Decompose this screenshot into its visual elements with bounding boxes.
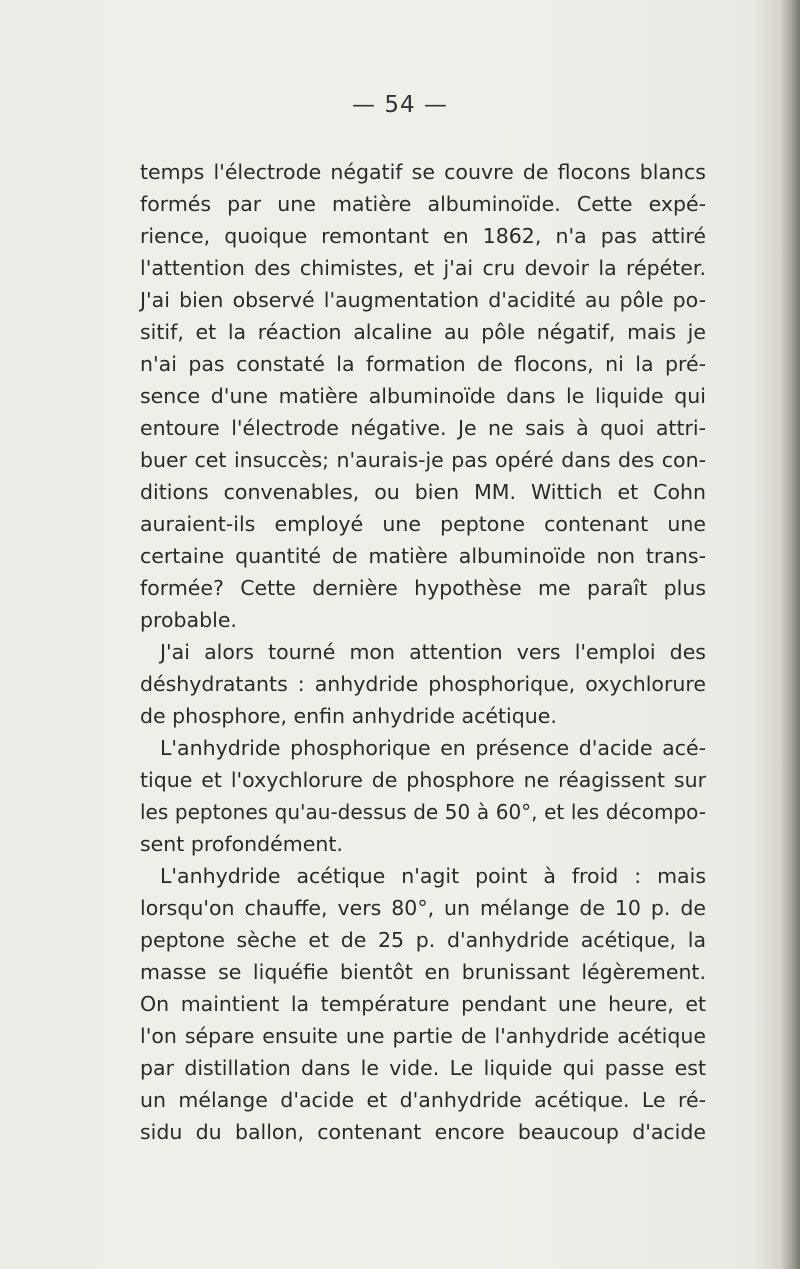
text-line: sence d'une matière albuminoïde dans le liquide qui (140, 384, 706, 408)
text-line: rience, quoique remontant en 1862, n'a pas attiré (140, 224, 706, 248)
text-line: masse se liquéfie bientôt en brunissant légèrement. (140, 960, 706, 984)
text-line: l'on sépare ensuite une partie de l'anhydride acétique (140, 1024, 706, 1048)
text-line: ditions convenables, ou bien MM. Wittich et Cohn (140, 480, 706, 504)
text-line: certaine quantité de matière albuminoïde non trans- (140, 544, 706, 568)
text-line: l'attention des chimistes, et j'ai cru devoir la répéter. (140, 256, 706, 280)
text-line: sent profondément. (140, 832, 343, 856)
text-line: entoure l'électrode négative. Je ne sais à quoi attri- (140, 416, 706, 440)
text-line: lorsqu'on chauffe, vers 80°, un mélange de 10 p. de (140, 896, 706, 920)
text-line: temps l'électrode négatif se couvre de flocons blancs (140, 160, 706, 184)
text-line: auraient-ils employé une peptone contenant une (140, 512, 706, 536)
text-line: de phosphore, enfin anhydride acétique. (140, 704, 557, 728)
text-line: J'ai alors tourné mon attention vers l'emploi des (160, 640, 706, 664)
text-line: déshydratants : anhydride phosphorique, oxychlorure (140, 672, 706, 696)
text-line: J'ai bien observé l'augmentation d'acidité au pôle po- (140, 288, 706, 312)
text-line: tique et l'oxychlorure de phosphore ne réagissent sur (140, 768, 706, 792)
text-line: peptone sèche et de 25 p. d'anhydride acétique, la (140, 928, 706, 952)
text-line: buer cet insuccès; n'aurais-je pas opéré dans des con- (140, 448, 706, 472)
text-line: n'ai pas constaté la formation de flocons, ni la pré- (140, 352, 706, 376)
text-line: probable. (140, 608, 237, 632)
text-line: On maintient la température pendant une heure, et (140, 992, 706, 1016)
text-line: par distillation dans le vide. Le liquide qui passe est (140, 1056, 706, 1080)
text-line: formés par une matière albuminoïde. Cette expé- (140, 192, 706, 216)
text-line: sidu du ballon, contenant encore beaucoup d'acide (140, 1120, 706, 1144)
page-number: — 54 — (352, 92, 448, 118)
text-line: L'anhydride phosphorique en présence d'acide acé- (160, 736, 706, 760)
text-line: les peptones qu'au-dessus de 50 à 60°, et les décompo- (140, 800, 706, 824)
binding-shadow (780, 0, 800, 1269)
text-line: formée? Cette dernière hypothèse me paraît plus (140, 576, 706, 600)
text-line: un mélange d'acide et d'anhydride acétique. Le ré- (140, 1088, 706, 1112)
text-line: L'anhydride acétique n'agit point à froid : mais (160, 864, 706, 888)
text-line: sitif, et la réaction alcaline au pôle négatif, mais je (140, 320, 706, 344)
